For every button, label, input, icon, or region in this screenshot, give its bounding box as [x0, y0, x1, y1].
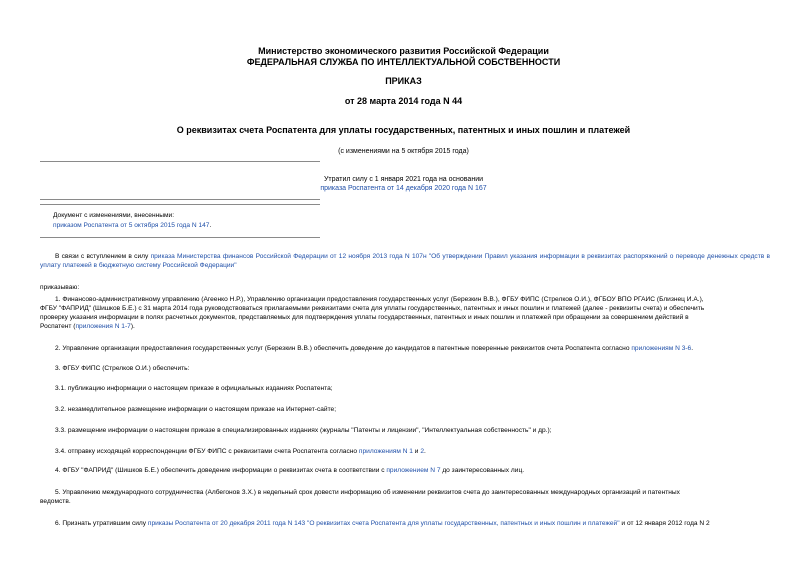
changes-label: Документ с изменениями, внесенными:	[53, 212, 175, 219]
divider	[40, 204, 320, 205]
item-1-line-4: Роспатент (приложения N 1-7).	[40, 323, 135, 330]
preamble-paragraph: В связи с вступлением в силу приказа Министерства финансов Российской Федерации от 12 ноября 2013 года N 107н "Об утверждении Правил указания информации в реквизитах распоряжений о переводе денежных средств в уплату платежей в бюджетную систему Российской Федерации"	[40, 253, 770, 269]
order-word: приказываю:	[40, 284, 80, 291]
item-3-2: 3.2. незамедлительное размещение информации о настоящем приказе на Интернет-сайте;	[55, 406, 337, 413]
item-1-line-3: проверку указания информации в полях расчетных документов, представляемых для подтверждения уплаты государственных, патентных и иных пошлин и платежей при обращении за совершением действий в	[40, 314, 689, 321]
item-1-line-1: 1. Финансово-административному управлению (Агеенко Н.Р.), Управлению организации предоставления государственных услуг (Березкин В.В.), ФГБУ ФИПС (Стрелков О.И.), ФГБОУ ВПО РГАИС (Близнец И.А.),	[55, 296, 704, 303]
document-date-number: от 28 марта 2014 года N 44	[344, 96, 463, 106]
item-3-4: 3.4. отправку исходящей корреспонденции ФГБУ ФИПС с реквизитами счета Роспатента согласно приложениям N 1 и 2.	[55, 448, 426, 455]
item-6: 6. Признать утратившим силу приказы Роспатента от 20 декабря 2011 года N 143 "О реквизитах счета Роспатента для уплаты государственных, патентных и иных пошлин и платежей" и от 12 января 2012 года N 2	[55, 520, 710, 527]
amending-order-link[interactable]: приказом Роспатента от 5 октября 2015 года N 147	[53, 222, 210, 229]
divider	[40, 199, 320, 200]
changes-suffix: .	[209, 222, 212, 229]
appendix-3-6-link[interactable]: приложениям N 3-6	[631, 345, 692, 352]
item-5-line-1: 5. Управлению международного сотрудничества (Албегонов З.Х.) в недельный срок довести информацию об изменении реквизитов счета до заинтересованных международных организаций и патентных	[55, 489, 680, 496]
repeal-order-link[interactable]: приказа Роспатента от 14 декабря 2020 года N 167	[320, 185, 487, 192]
item-2: 2. Управление организации предоставления государственных услуг (Березкин В.В.) обеспечить доведение до кандидатов в патентные поверенные реквизитов счета Роспатента согласно приложениям N 3-6.	[55, 345, 694, 352]
divider	[40, 237, 320, 238]
document-title: О реквизитах счета Роспатента для уплаты государственных, патентных и иных пошлин и платежей	[176, 125, 631, 135]
divider	[40, 161, 320, 162]
appendix-1-7-link[interactable]: приложения N 1-7	[75, 323, 131, 330]
appendix-2-link[interactable]: 2	[420, 448, 424, 455]
amendments-note: (с изменениями на 5 октября 2015 года)	[338, 148, 469, 155]
ministry-name: Министерство экономического развития Российской Федерации	[258, 46, 549, 56]
item-4: 4. ФГБУ "ФАПРИД" (Шишков Б.Е.) обеспечить доведение информации о реквизитах счета в соответствии с приложением N 7 до заинтересованных лиц.	[55, 467, 525, 474]
repealed-orders-link[interactable]: приказы Роспатента от 20 декабря 2011 года N 143 "О реквизитах счета Роспатента для уплаты государственных, патентных и иных пошлин и платежей"	[147, 520, 620, 527]
item-3-3: 3.3. размещение информации о настоящем приказе в специализированных изданиях (журналы "Патенты и лицензии", "Интеллектуальная собственность" и др.);	[55, 427, 552, 434]
item-5-line-2: ведомств.	[40, 498, 71, 505]
appendix-7-link[interactable]: приложением N 7	[386, 467, 441, 474]
item-3-1: 3.1. публикацию информации о настоящем приказе в официальных изданиях Роспатента;	[55, 385, 333, 392]
service-name: ФЕДЕРАЛЬНАЯ СЛУЖБА ПО ИНТЕЛЛЕКТУАЛЬНОЙ СОБСТВЕННОСТИ	[246, 57, 561, 67]
status-note: Утратил силу с 1 января 2021 года на основании	[323, 176, 484, 183]
item-3: 3. ФГБУ ФИПС (Стрелков О.И.) обеспечить:	[55, 365, 190, 372]
minfin-order-link[interactable]: приказа Министерства финансов Российской Федерации от 12 ноября 2013 года N 107н "Об утверждении Правил указания информации в реквизитах распоряжений о переводе денежных средств в уплату платежей в бюджетную систему Российской Федерации"	[40, 253, 770, 269]
item-1-line-2: ФГБУ "ФАПРИД" (Шишков Б.Е.) с 31 марта 2014 года руководствоваться прилагаемыми реквизитами счета для уплаты государственных, патентных и иных пошлин и платежей (далее - реквизиты счета) и обеспечить	[40, 305, 705, 312]
document-type: ПРИКАЗ	[385, 76, 422, 86]
appendix-1-link[interactable]: приложениям N 1	[358, 448, 413, 455]
